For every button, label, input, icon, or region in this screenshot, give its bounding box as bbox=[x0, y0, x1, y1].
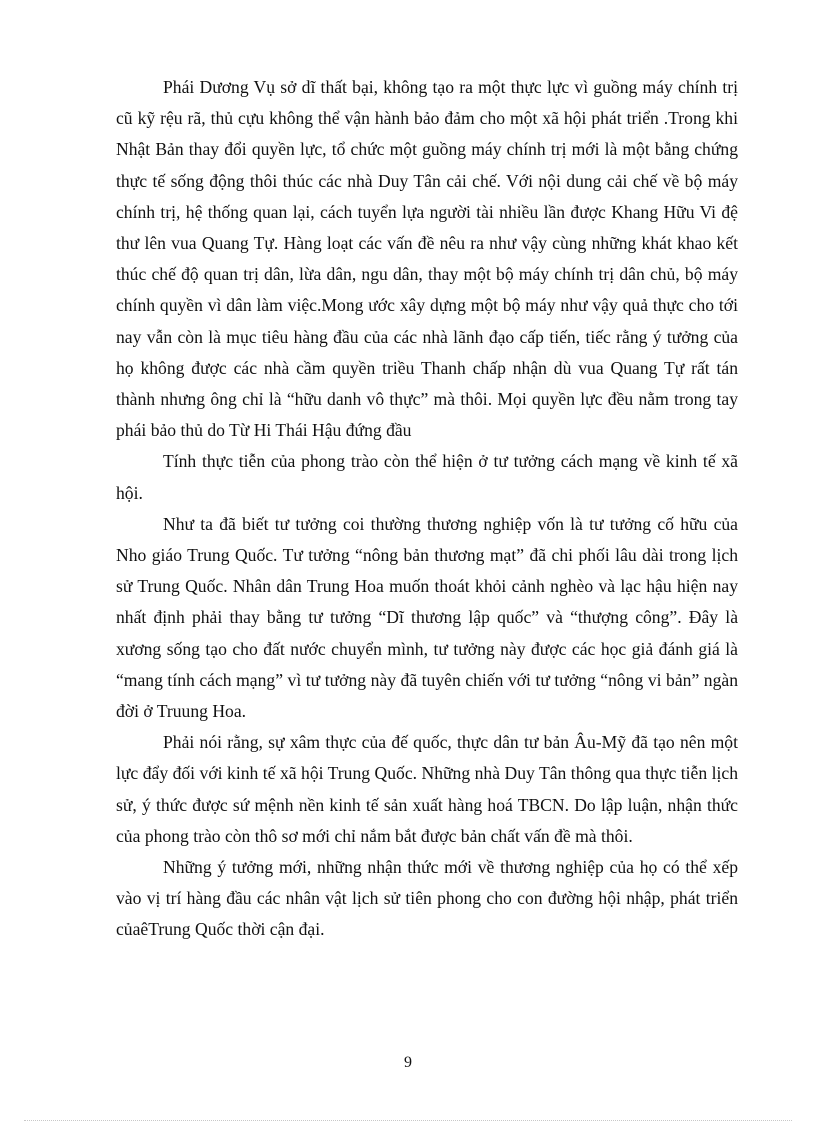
page-number: 9 bbox=[404, 1054, 412, 1071]
body-text bbox=[116, 72, 738, 946]
paragraph-2: Tính thực tiễn của phong trào còn thể hiện ở tư tưởng cách mạng về kinh tế xã hội. bbox=[116, 451, 738, 503]
paragraph-1: Phái Dương Vụ sở dĩ thất bại, không tạo ra một thực lực vì guồng máy chính trị cũ kỹ rệu rã, thủ cựu không thể vận hành bảo đảm cho một xã hội phát triển .Trong khi Nhật Bản thay đổi quyền lực, tổ chức một guồng máy chính trị mới là một bằng chứng thực tế sống động thôi thúc các nhà Duy Tân cải chế. Với nội dung cải chế về bộ máy chính trị, hệ thống quan lại, cách tuyển lựa người tài nhiều lần được Khang Hữu Vi đệ thư lên vua Quang Tự. Hàng loạt các vấn đề nêu ra như vậy cùng những khát khao kết thúc chế độ quan trị dân, lừa dân, ngu dân, thay một bộ máy chính trị dân chủ, bộ máy chính quyền vì dân làm việc.Mong ước xây dựng một bộ máy như vậy quả thực cho tới nay vẫn còn là mục tiêu hàng đầu của các nhà lãnh đạo cấp tiến, tiếc rằng ý tưởng của họ không được các nhà cầm quyền triều Thanh chấp nhận dù vua Quang Tự rất tán thành nhưng ông chỉ là “hữu danh vô thực” mà thôi. Mọi quyền lực đều nằm trong tay phái bảo thủ do Từ Hi Thái Hậu đứng đầu bbox=[116, 77, 738, 441]
paragraph-4: Phải nói rằng, sự xâm thực của đế quốc, thực dân tư bản Âu-Mỹ đã tạo nên một lực đẩy đối với kinh tế xã hội Trung Quốc. Những nhà Duy Tân thông qua thực tiễn lịch sử, ý thức được sứ mệnh nền kinh tế sản xuất hàng hoá TBCN. Do lập luận, nhận thức của phong trào còn thô sơ mới chỉ nắm bắt được bản chất vấn đề mà thôi. bbox=[116, 732, 738, 846]
page-bottom-border bbox=[24, 1120, 792, 1121]
paragraph-5: Những ý tưởng mới, những nhận thức mới về thương nghiệp của họ có thể xếp vào vị trí hàng đầu các nhân vật lịch sử tiên phong cho con đường hội nhập, phát triển củaêTrung Quốc thời cận đại. bbox=[116, 857, 738, 940]
paragraph-3: Như ta đã biết tư tưởng coi thường thương nghiệp vốn là tư tưởng cố hữu của Nho giáo Trung Quốc. Tư tưởng “nông bản thương mạt” đã chi phối lâu dài trong lịch sử Trung Quốc. Nhân dân Trung Hoa muốn thoát khỏi cảnh nghèo và lạc hậu hiện nay nhất định phải thay bằng tư tưởng “Dĩ thương lập quốc” và “thượng công”. Đây là xương sống tạo cho đất nước chuyển mình, tư tưởng này được các học giả đánh giá là “mang tính cách mạng” vì tư tưởng này đã tuyên chiến với tư tưởng “nông vi bản” ngàn đời ở Truung Hoa. bbox=[116, 513, 738, 722]
